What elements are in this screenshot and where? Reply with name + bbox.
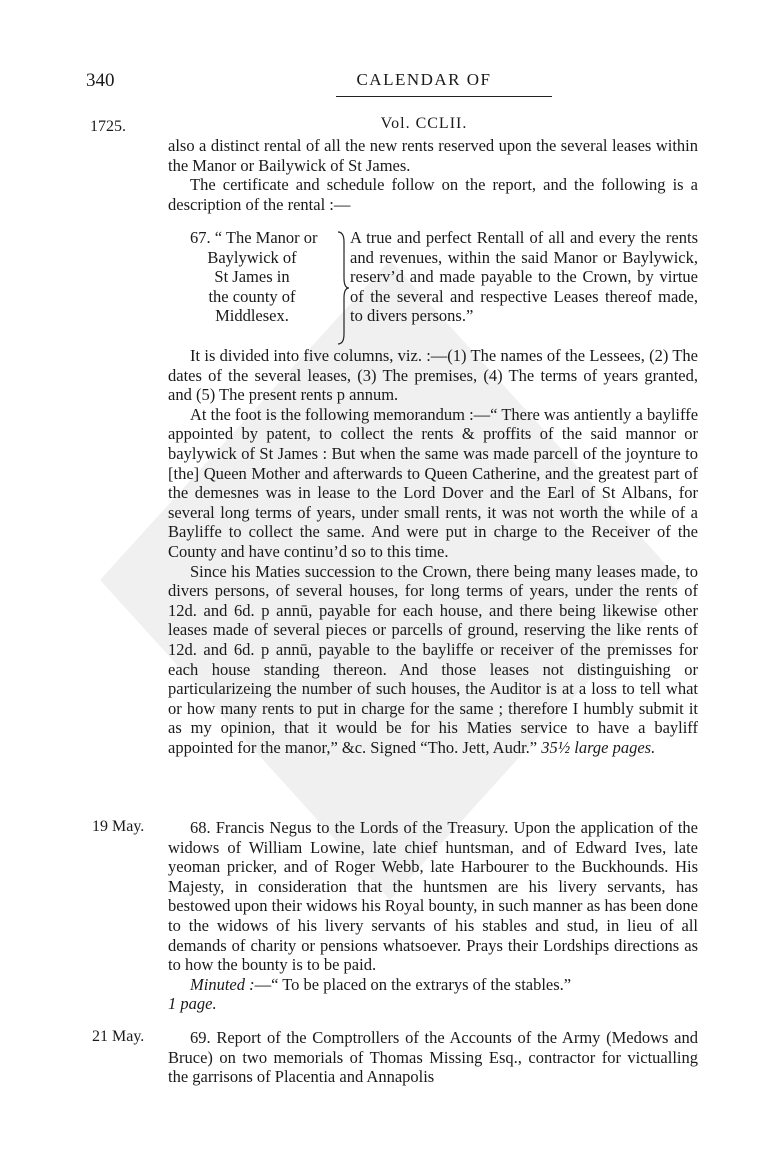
rental-left-line: Baylywick of — [207, 247, 297, 267]
rental-left-line: 67. “ The Manor or — [190, 228, 318, 247]
entry-date: 21 May. — [92, 1028, 145, 1045]
paragraph: It is divided into five columns, viz. :—(1) The names of the Lessees, (2) The dates of the several leases, (3) The premises, (4) The terms of years granted, and (5) The present rents p annum. — [168, 346, 698, 405]
middle-text — [168, 346, 698, 757]
entry-text: 68. Francis Negus to the Lords of the Treasury. Upon the application of the widows of William Lowine, late chief huntsman, and of Edward Ives, late yeoman pricker, and of Roger Webb, late Harbourer to the Buckhounds. His Majesty, in consideration that the huntsmen are his livery servants, has bestowed upon their widows his Royal bounty, in such manner as has been done to the widows of his livery servants of his stables and stud, in lieu of all demands of charity or pensions whatsoever. Prays their Lordships directions as to how the bounty is to be paid. — [168, 818, 698, 975]
page-count: 1 page. — [168, 994, 217, 1014]
margin-year: 1725. — [90, 118, 126, 135]
page-number: 340 — [86, 70, 115, 91]
paragraph — [168, 562, 698, 758]
paragraph: also a distinct rental of all the new rents reserved upon the several leases within the Manor or Bailywick of St James. — [168, 136, 698, 175]
brace-icon — [336, 230, 350, 346]
running-title: CALENDAR OF — [356, 70, 492, 89]
rental-left-line: the county of — [208, 286, 296, 306]
page-count: 35½ large pages. — [541, 737, 656, 757]
entry-date: 19 May. — [92, 818, 145, 835]
entry-68 — [168, 818, 698, 1014]
rental-left-line: St James in — [214, 267, 290, 287]
paragraph: The certificate and schedule follow on the report, and the following is a description of the rental :— — [168, 175, 698, 214]
rental-left-line: Middlesex. — [215, 306, 289, 326]
rental-left-column — [168, 228, 336, 326]
top-text — [168, 136, 698, 214]
volume-heading: Vol. CCLII. — [380, 115, 468, 132]
entry-69 — [168, 1028, 698, 1087]
entry-text: 69. Report of the Comptrollers of the Accounts of the Army (Medows and Bruce) on two memorials of Thomas Missing Esq., contractor for victualling the garrisons of Placentia and Annapolis — [168, 1028, 698, 1087]
rental-right-text: A true and perfect Rentall of all and every the rents and revenues, within the said Manor or Baylywick, reserv’d and made payable to the Crown, by virtue of the several and respective Leases thereof made, to divers persons.” — [350, 228, 698, 326]
paragraph-text: Since his Maties succession to the Crown, there being many leases made, to divers persons, of several houses, for long terms of years, under the rents of 12d. and 6d. p annū, payable for each house, and there being likewise other leases made of several pieces or parcells of ground, reserving the like rents of 12d. and 6d. p annū, payable to the bayliffe or receiver of the premisses for each house standing thereon. And those leases not distinguishing or particularizeing the number of such houses, the Auditor is at a loss to tell what or how many rents to put in charge for the same ; therefore I humbly submit it as my opinion, that it would be for his Maties service to have a bayliff appointed for the manor,” &c. Signed “Tho. Jett, Audr.” — [168, 561, 698, 757]
minuted-text: —“ To be placed on the extrarys of the stables.” — [254, 974, 572, 994]
paragraph: At the foot is the following memorandum :—“ There was antiently a bayliffe appointed by patent, to collect the rents & proffits of the said mannor or baylywick of St James : But when the same was made parcell of the joynture to [the] Queen Mother and afterwards to Queen Catherine, and the greatest part of the demesnes was in lease to the Lord Dover and the Earl of St Albans, for several long terms of years, under small rents, it was not worth the while of a Bayliffe to collect the same. And were put in charge to the Receiver of the County and have continu’d so to this time. — [168, 404, 699, 561]
rental-description — [168, 228, 698, 346]
minuted-label: Minuted : — [190, 974, 255, 994]
minuted-line — [168, 975, 698, 995]
header-rule — [336, 96, 552, 97]
